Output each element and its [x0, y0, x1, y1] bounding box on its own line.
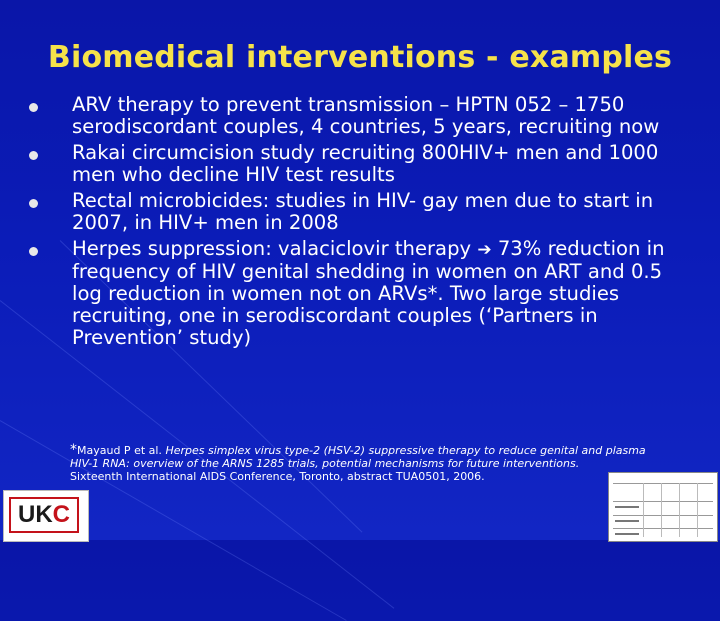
thumbnail-cell: [615, 506, 639, 508]
bullet-dot-icon: [29, 151, 38, 160]
footnote-authors: Mayaud P et al.: [77, 444, 162, 457]
thumbnail-cell: [615, 533, 639, 535]
thumbnail-rule: [613, 515, 713, 516]
table-thumbnail-image: [608, 472, 718, 542]
logo-text: UK: [17, 501, 53, 528]
thumbnail-rule: [613, 501, 713, 502]
bullet-item: [20, 238, 692, 349]
thumbnail-rule: [613, 483, 713, 484]
logo-text-accent: C: [52, 501, 70, 528]
bullet-text-pre: Herpes suppression: valaciclovir therapy: [72, 237, 472, 260]
bullet-text: Rectal microbicides: studies in HIV- gay men due to start in 2007, in HIV+ men in 2008: [72, 189, 654, 234]
slide-title: Biomedical interventions - examples: [47, 40, 673, 75]
thumbnail-rule: [613, 528, 713, 529]
footnote-title: Herpes simplex virus type-2 (HSV-2) suppressive therapy to reduce genital and plasma HIV-1 RNA: overview of the ARNS 1285 trials, potential mechanisms for future interventions.: [70, 444, 646, 470]
bullet-text-post: 73% reduction in frequency of HIV genital shedding in women on ART and 0.5 log reduction in women not on ARVs*. Two large studies recruiting, one in serodiscordant couples (‘Partners in Prevention’ study): [72, 237, 665, 349]
footnote-star: *: [70, 442, 77, 458]
bullet-item: [20, 94, 692, 138]
bullet-item: [20, 142, 692, 186]
bullet-text: Rakai circumcision study recruiting 800HIV+ men and 1000 men who decline HIV test results: [72, 141, 659, 186]
logo-mark: [9, 497, 79, 533]
thumbnail-cell: [615, 520, 639, 522]
ukc-logo: [3, 490, 89, 542]
bullet-dot-icon: [29, 103, 38, 112]
bullet-dot-icon: [29, 199, 38, 208]
thumbnail-rule: [643, 483, 644, 537]
thumbnail-rule: [661, 483, 662, 537]
footnote: [70, 444, 670, 483]
thumbnail-rule: [679, 483, 680, 537]
bullet-item: [20, 190, 692, 234]
right-arrow-icon: ➔: [477, 240, 492, 260]
bullet-text: ARV therapy to prevent transmission – HPTN 052 – 1750 serodiscordant couples, 4 countries, 5 years, recruiting now: [72, 93, 660, 138]
thumbnail-rule: [697, 483, 698, 537]
bullet-list: [20, 94, 692, 353]
bullet-dot-icon: [29, 247, 38, 256]
footnote-conference: Sixteenth International AIDS Conference, Toronto, abstract TUA0501, 2006.: [70, 470, 485, 483]
